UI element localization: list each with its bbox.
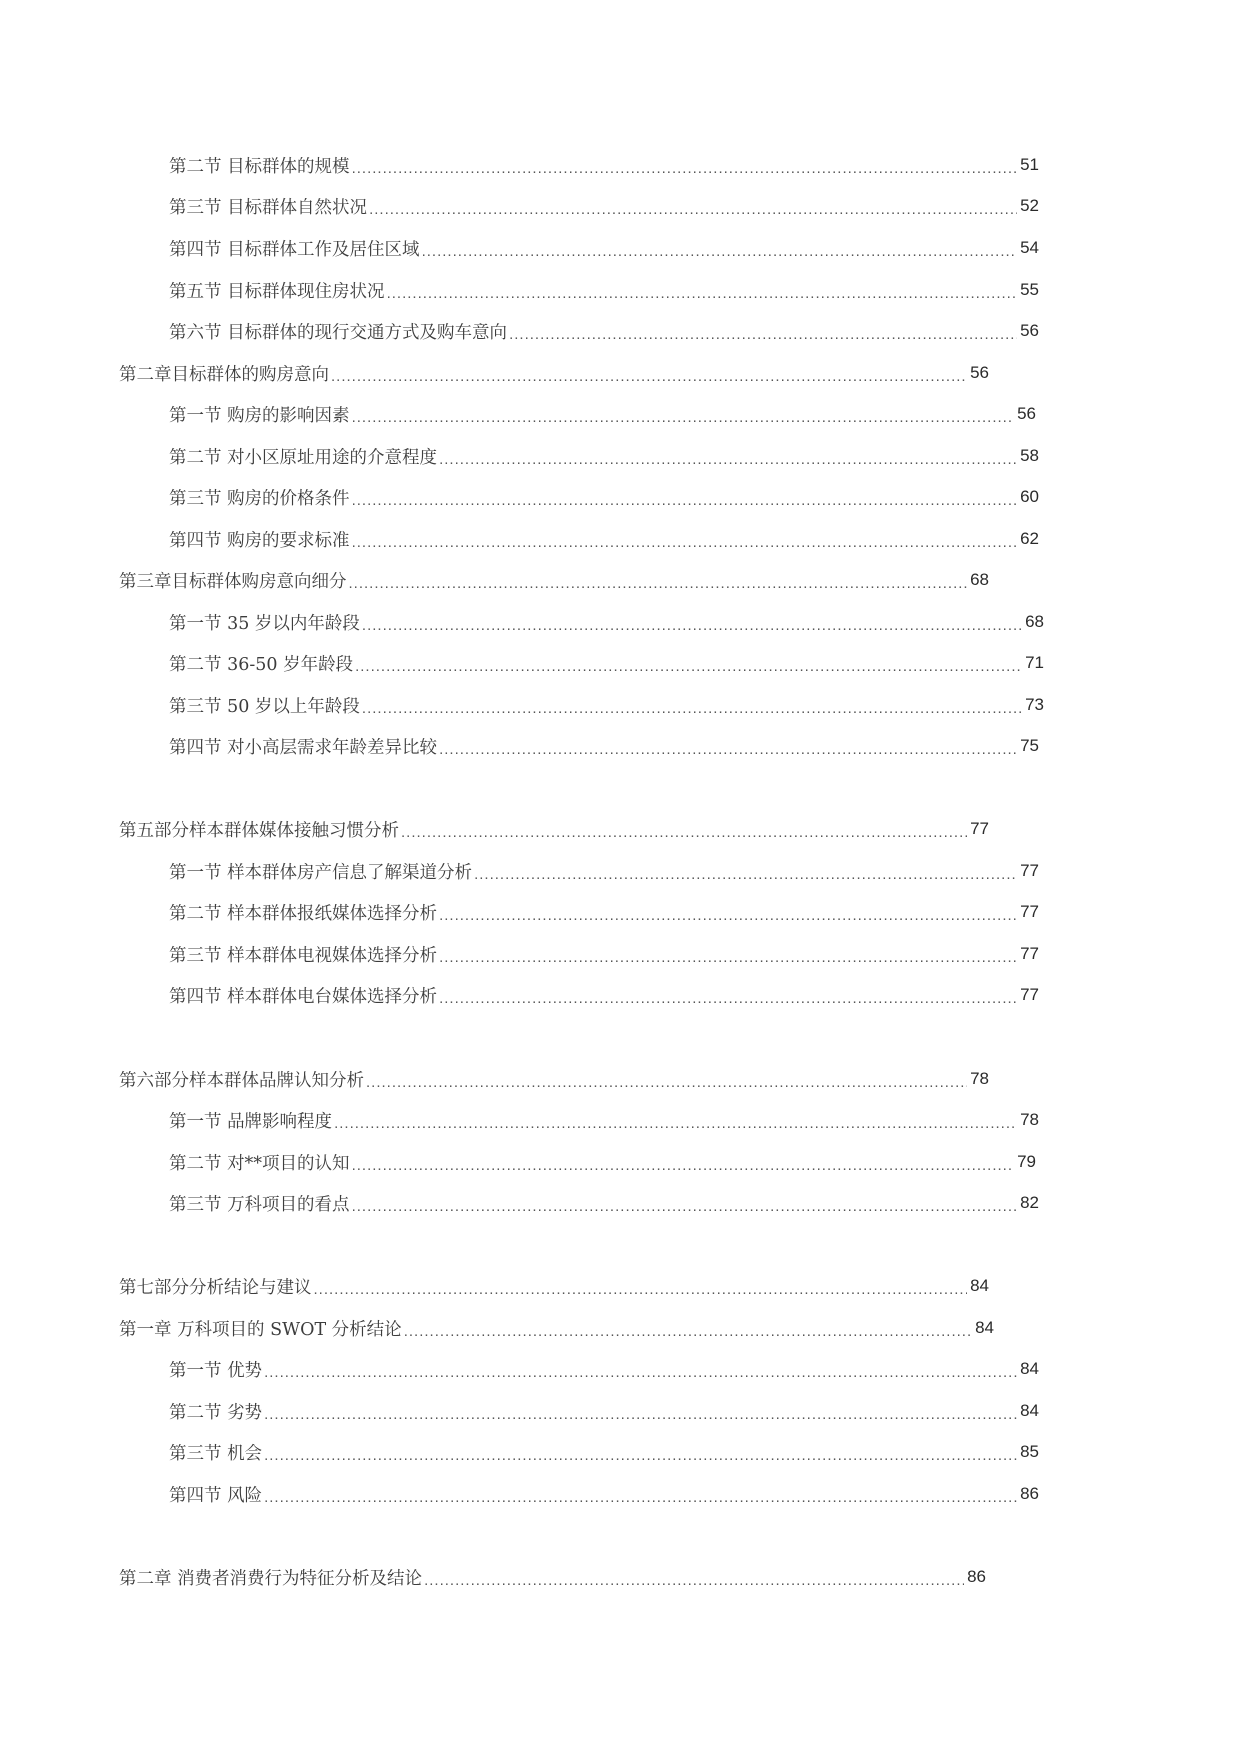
- toc-leader-dots: [369, 195, 1017, 221]
- toc-leader-dots: [362, 611, 1022, 637]
- toc-entry[interactable]: [0, 1147, 1036, 1177]
- toc-entry[interactable]: [0, 482, 1039, 512]
- toc-entry[interactable]: [0, 1188, 1039, 1218]
- toc-entry-label: 第六节 目标群体的现行交通方式及购车意向: [169, 322, 508, 343]
- toc-entry-label: 第二节 对**项目的认知: [169, 1153, 350, 1174]
- toc-entry-label: 第四节 样本群体电台媒体选择分析: [169, 986, 438, 1007]
- toc-entry[interactable]: [0, 1437, 1039, 1467]
- toc-entry-page: 54: [1020, 238, 1039, 257]
- toc-leader-dots: [387, 279, 1018, 305]
- toc-leader-dots: [474, 860, 1017, 886]
- toc-leader-dots: [424, 1566, 964, 1592]
- toc-entry-page: 78: [970, 1069, 989, 1088]
- toc-leader-dots: [264, 1483, 1017, 1509]
- toc-leader-dots: [264, 1441, 1017, 1467]
- toc-leader-dots: [349, 569, 968, 595]
- toc-entry-label: 第四节 目标群体工作及居住区域: [169, 239, 420, 260]
- toc-leader-dots: [334, 1109, 1017, 1135]
- toc-leader-dots: [352, 154, 1018, 180]
- toc-entry[interactable]: [0, 814, 989, 844]
- toc-entry-label: 第一节 优势: [169, 1360, 263, 1381]
- toc-entry-label: 第三节 目标群体自然状况: [169, 197, 368, 218]
- toc-entry[interactable]: [0, 316, 1039, 346]
- toc-entry-page: 56: [1020, 321, 1039, 340]
- toc-leader-dots: [264, 1400, 1017, 1426]
- toc-entry[interactable]: [0, 191, 1039, 221]
- toc-leader-dots: [422, 237, 1018, 263]
- toc-entry[interactable]: [0, 441, 1039, 471]
- toc-entry[interactable]: [0, 1313, 994, 1343]
- toc-entry-page: 77: [1020, 985, 1039, 1004]
- toc-entry-label: 第一节 样本群体房产信息了解渠道分析: [169, 862, 473, 883]
- toc-entry[interactable]: [0, 731, 1039, 761]
- toc-entry-page: 71: [1025, 653, 1044, 672]
- toc-entry[interactable]: [0, 275, 1039, 305]
- toc-entry-label: 第二节 目标群体的规模: [169, 156, 350, 177]
- toc-entry-page: 82: [1020, 1193, 1039, 1212]
- toc-entry-page: 75: [1020, 736, 1039, 755]
- toc-leader-dots: [439, 445, 1017, 471]
- toc-entry[interactable]: [0, 1064, 989, 1094]
- toc-entry-label: 第四节 对小高层需求年龄差异比较: [169, 737, 438, 758]
- toc-entry[interactable]: [0, 939, 1039, 969]
- toc-leader-dots: [404, 1317, 972, 1343]
- toc-entry[interactable]: [0, 690, 1044, 720]
- toc-entry-label: 第三节 万科项目的看点: [169, 1194, 350, 1215]
- toc-leader-dots: [352, 1151, 1015, 1177]
- toc-entry-page: 86: [967, 1567, 986, 1586]
- toc-leader-dots: [439, 735, 1017, 761]
- toc-entry-label: 第五部分样本群体媒体接触习惯分析: [119, 820, 399, 841]
- toc-entry[interactable]: [0, 150, 1039, 180]
- toc-entry-page: 77: [970, 819, 989, 838]
- toc-leader-dots: [401, 818, 967, 844]
- toc-entry-page: 73: [1025, 695, 1044, 714]
- toc-entry-label: 第一节 品牌影响程度: [169, 1111, 333, 1132]
- toc-entry[interactable]: [0, 1354, 1039, 1384]
- toc-entry-label: 第二节 36-50 岁年龄段: [169, 654, 354, 675]
- toc-entry-page: 55: [1020, 280, 1039, 299]
- toc-leader-dots: [331, 362, 967, 388]
- toc-leader-dots: [366, 1068, 967, 1094]
- toc-leader-dots: [439, 984, 1017, 1010]
- toc-entry-label: 第五节 目标群体现住房状况: [169, 281, 385, 302]
- toc-entry[interactable]: [0, 1105, 1039, 1135]
- toc-entry-page: 77: [1020, 902, 1039, 921]
- toc-entry-page: 85: [1020, 1442, 1039, 1461]
- toc-entry[interactable]: [0, 1271, 989, 1301]
- toc-entry-label: 第三节 购房的价格条件: [169, 488, 350, 509]
- toc-entry-page: 77: [1020, 944, 1039, 963]
- toc-leader-dots: [264, 1358, 1017, 1384]
- toc-entry[interactable]: [0, 856, 1039, 886]
- toc-entry-page: 84: [1020, 1401, 1039, 1420]
- toc-leader-dots: [352, 486, 1018, 512]
- toc-entry-page: 51: [1020, 155, 1039, 174]
- toc-entry-label: 第三章目标群体购房意向细分: [119, 571, 347, 592]
- toc-entry-label: 第二章 消费者消费行为特征分析及结论: [119, 1568, 423, 1589]
- toc-entry[interactable]: [0, 524, 1039, 554]
- toc-entry-label: 第二节 样本群体报纸媒体选择分析: [169, 903, 438, 924]
- toc-leader-dots: [439, 901, 1017, 927]
- toc-entry-page: 77: [1020, 861, 1039, 880]
- toc-entry-label: 第四节 风险: [169, 1485, 263, 1506]
- toc-entry[interactable]: [0, 358, 989, 388]
- toc-leader-dots: [352, 403, 1015, 429]
- toc-entry-label: 第四节 购房的要求标准: [169, 530, 350, 551]
- toc-leader-dots: [509, 320, 1017, 346]
- toc-entry-page: 56: [1017, 404, 1036, 423]
- toc-entry-label: 第七部分分析结论与建议: [119, 1277, 312, 1298]
- toc-entry-page: 58: [1020, 446, 1039, 465]
- toc-leader-dots: [439, 943, 1017, 969]
- toc-entry[interactable]: [0, 980, 1039, 1010]
- toc-entry-page: 84: [970, 1276, 989, 1295]
- toc-entry-label: 第三节 50 岁以上年龄段: [169, 696, 360, 717]
- toc-entry-page: 68: [1025, 612, 1044, 631]
- toc-leader-dots: [314, 1275, 968, 1301]
- toc-entry[interactable]: [0, 607, 1044, 637]
- toc-leader-dots: [352, 1192, 1018, 1218]
- toc-entry[interactable]: [0, 399, 1036, 429]
- toc-entry[interactable]: [0, 1562, 986, 1592]
- toc-entry[interactable]: [0, 233, 1039, 263]
- toc-entry-label: 第二节 对小区原址用途的介意程度: [169, 447, 438, 468]
- toc-entry[interactable]: [0, 1479, 1039, 1509]
- toc-leader-dots: [355, 652, 1022, 678]
- toc-entry-label: 第六部分样本群体品牌认知分析: [119, 1070, 364, 1091]
- toc-entry-label: 第二节 劣势: [169, 1402, 263, 1423]
- toc-entry-label: 第一节 35 岁以内年龄段: [169, 613, 360, 634]
- toc-entry-label: 第一章 万科项目的 SWOT 分析结论: [119, 1319, 402, 1340]
- toc-entry[interactable]: [0, 648, 1044, 678]
- toc-entry[interactable]: [0, 1396, 1039, 1426]
- toc-entry-page: 56: [970, 363, 989, 382]
- toc-entry-page: 60: [1020, 487, 1039, 506]
- toc-entry-page: 52: [1020, 196, 1039, 215]
- toc-entry[interactable]: [0, 565, 989, 595]
- toc-entry-page: 86: [1020, 1484, 1039, 1503]
- toc-leader-dots: [362, 694, 1022, 720]
- toc-leader-dots: [352, 528, 1018, 554]
- toc-entry-page: 78: [1020, 1110, 1039, 1129]
- toc-entry-label: 第一节 购房的影响因素: [169, 405, 350, 426]
- toc-entry-page: 79: [1017, 1152, 1036, 1171]
- toc-entry-page: 84: [975, 1318, 994, 1337]
- toc-entry-page: 84: [1020, 1359, 1039, 1378]
- toc-entry-label: 第三节 样本群体电视媒体选择分析: [169, 945, 438, 966]
- toc-entry-page: 62: [1020, 529, 1039, 548]
- toc-entry-label: 第三节 机会: [169, 1443, 263, 1464]
- toc-entry[interactable]: [0, 897, 1039, 927]
- toc-entry-page: 68: [970, 570, 989, 589]
- toc-entry-label: 第二章目标群体的购房意向: [119, 364, 329, 385]
